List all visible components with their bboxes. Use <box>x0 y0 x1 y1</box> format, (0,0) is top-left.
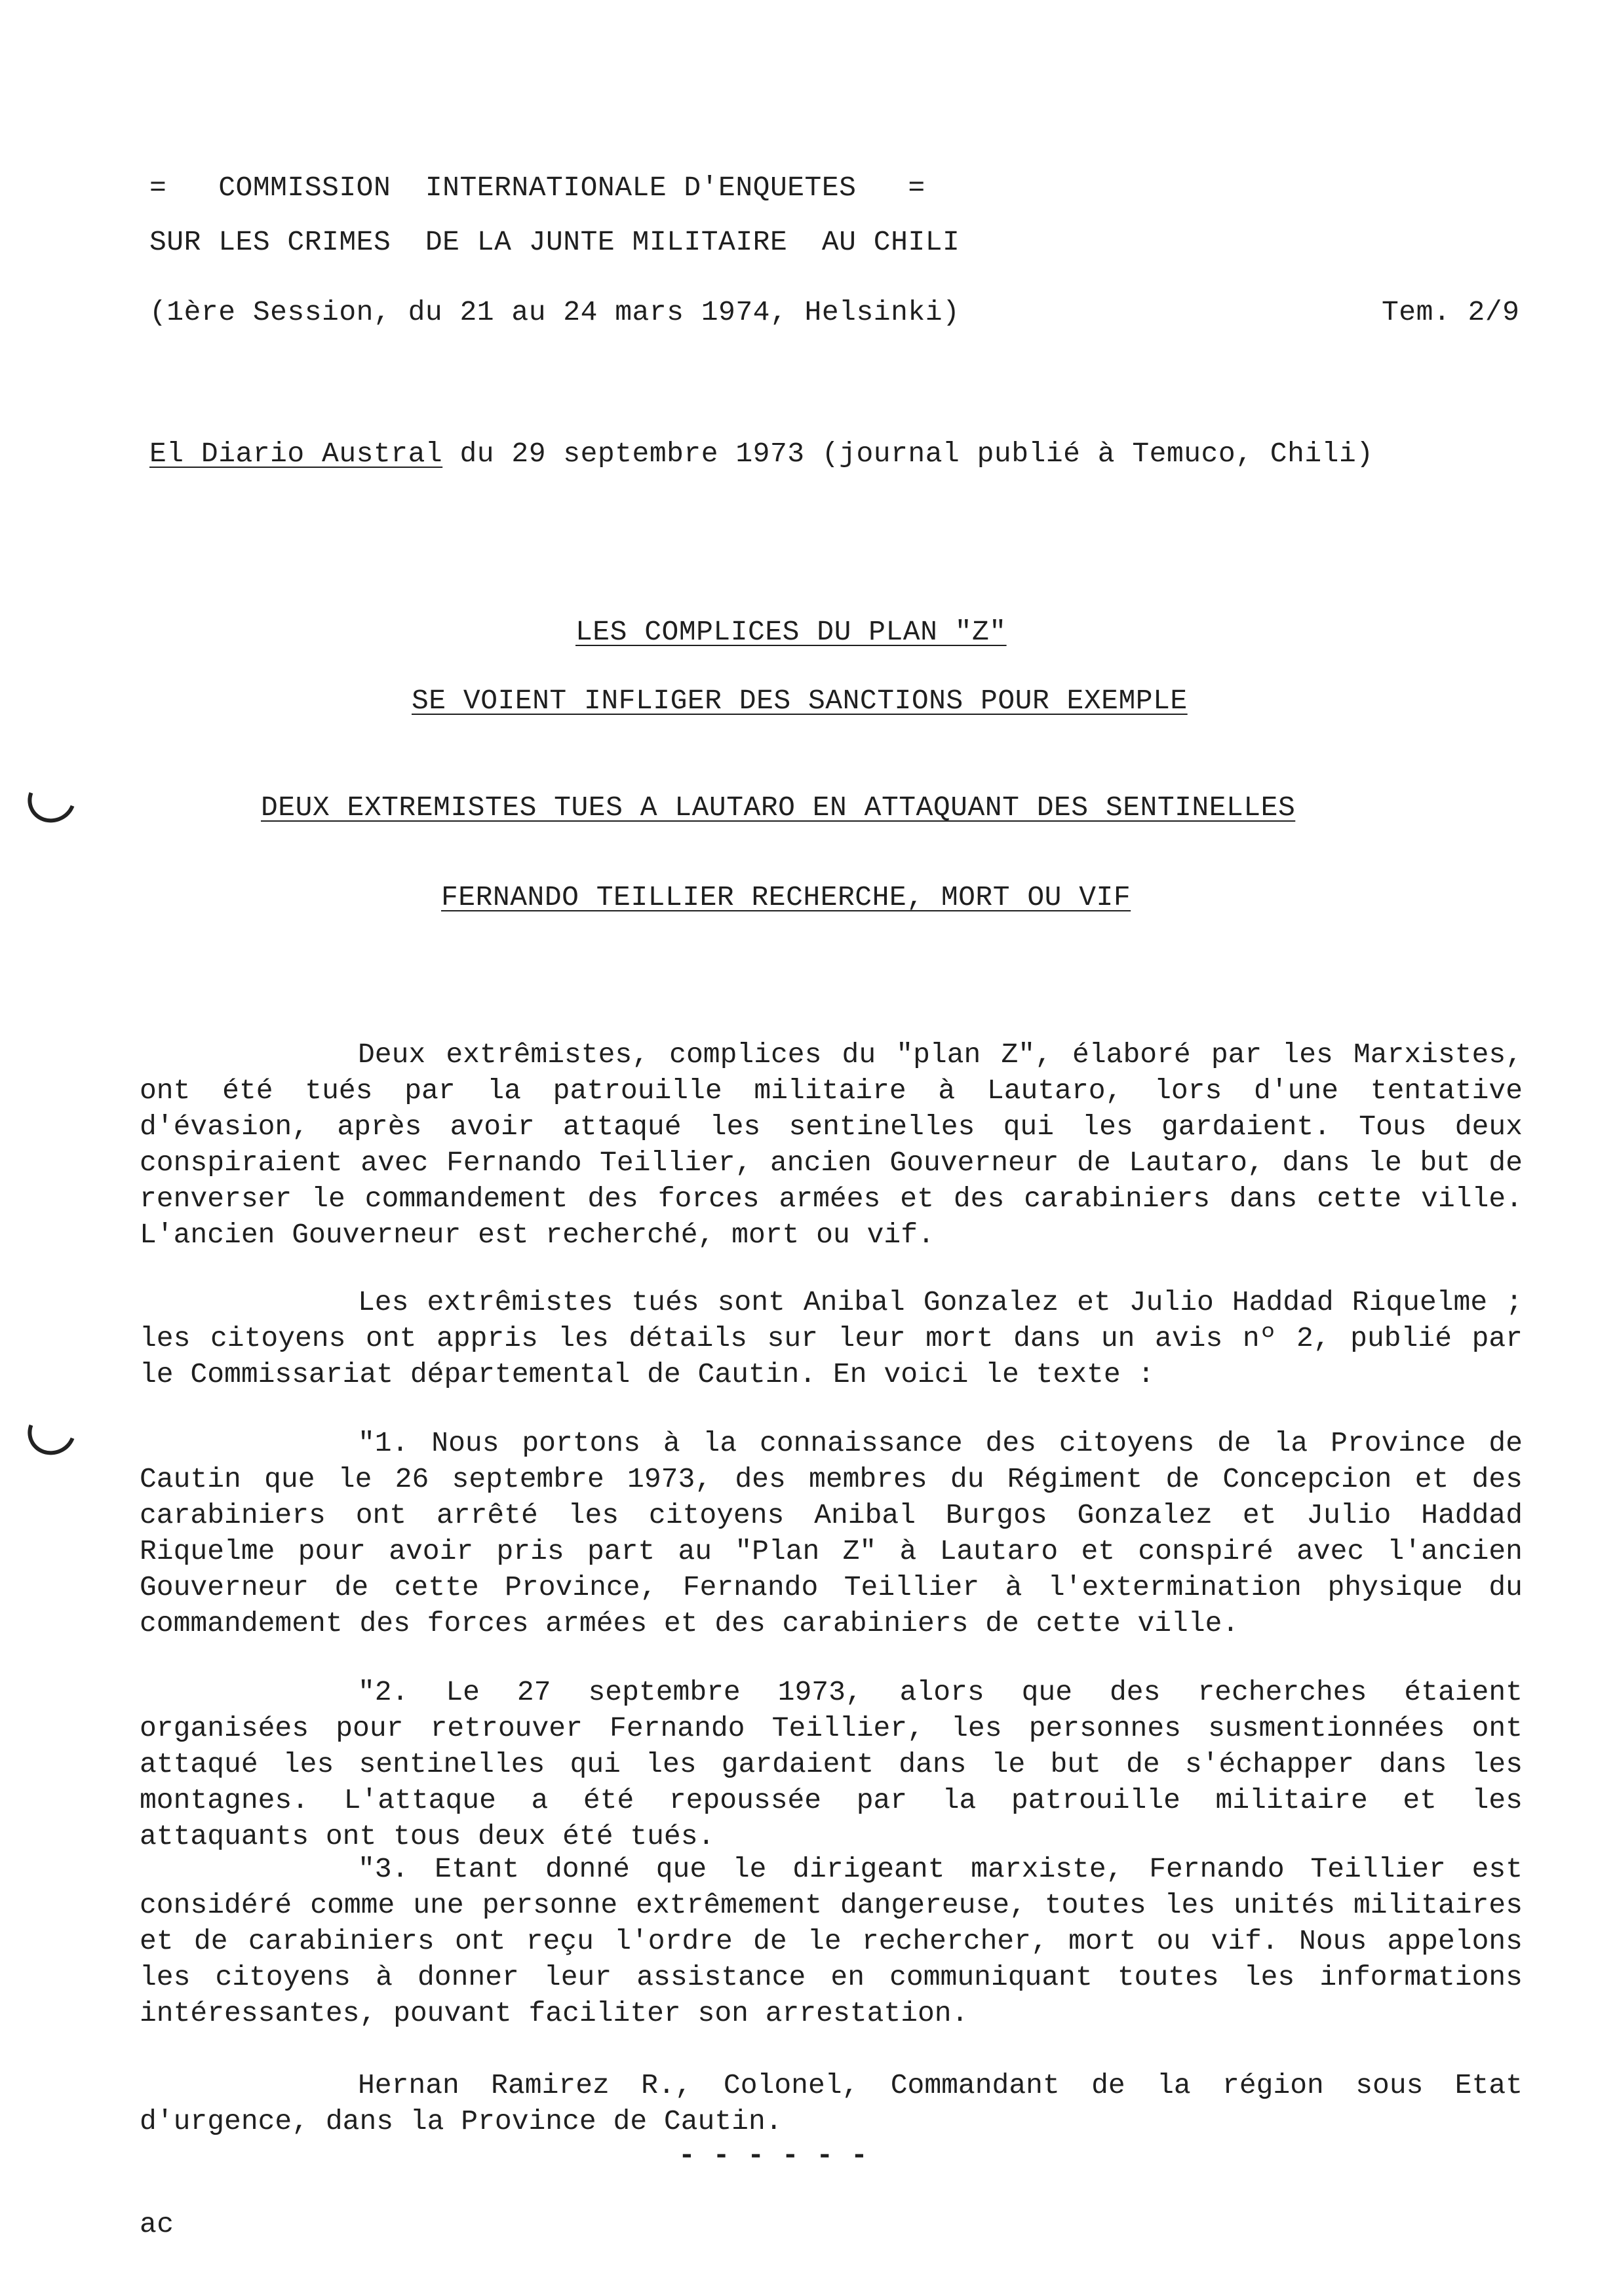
separator-dashes: - - - - - - <box>678 2139 868 2172</box>
headline-4: FERNANDO TEILLIER RECHERCHE, MORT OU VIF <box>441 881 1131 913</box>
header-line-1: = COMMISSION INTERNATIONALE D'ENQUETES = <box>149 172 925 204</box>
header-line-2: SUR LES CRIMES DE LA JUNTE MILITAIRE AU CHILI <box>149 226 960 258</box>
typist-initials: ac <box>140 2208 174 2240</box>
punch-hole-mark-lower <box>20 1401 84 1463</box>
paragraph-3: "1. Nous portons à la connaissance des citoyens de la Province de Cautin que le 26 septembre 1973, des membres du Régiment de Concepcion et des carabiniers ont arrêté les citoyens Anibal Burgos Gonzalez et Julio Haddad Riquelme pour avoir pris part au "Plan Z" à Lautaro et conspiré avec l'ancien Gouverneur de cette Province, Fernando Teillier à l'extermination physique du commandement des forces armées et des carabiniers de cette ville. <box>140 1427 1523 1639</box>
paragraph-1: Deux extrêmistes, complices du "plan Z", élaboré par les Marxistes, ont été tués par la patrouille militaire à Lautaro, lors d'une tentative d'évasion, après avoir attaqué les sentinelles qui les gardaient. Tous deux conspiraient avec Fernando Teillier, ancien Gouverneur de Lautaro, dans le but de renverser le commandement des forces armées et des carabiniers dans cette ville. L'ancien Gouverneur est recherché, mort ou vif. <box>140 1039 1523 1251</box>
source-details: du 29 septembre 1973 (journal publié à Temuco, Chili) <box>442 438 1374 470</box>
punch-hole-mark-upper <box>20 769 84 831</box>
headline-2: SE VOIENT INFLIGER DES SANCTIONS POUR EXEMPLE <box>412 685 1188 717</box>
source-citation <box>149 438 1374 470</box>
paragraph-2: Les extrêmistes tués sont Anibal Gonzalez et Julio Haddad Riquelme ; les citoyens ont appris les détails sur leur mort dans un avis nº 2, publié par le Commissariat départemental de Cautin. En voici le texte : <box>140 1286 1523 1390</box>
signature-paragraph: Hernan Ramirez R., Colonel, Commandant de la région sous Etat d'urgence, dans la Province de Cautin. <box>140 2069 1523 2137</box>
session-info: (1ère Session, du 21 au 24 mars 1974, Helsinki) <box>149 296 960 328</box>
headline-1: LES COMPLICES DU PLAN "Z" <box>575 616 1007 648</box>
paragraph-5: "3. Etant donné que le dirigeant marxiste, Fernando Teillier est considéré comme une personne extrêmement dangereuse, toutes les unités militaires et de carabiniers ont reçu l'ordre de le rechercher, mort ou vif. Nous appelons les citoyens à donner leur assistance en communiquant toutes les informations intéressantes, pouvant faciliter son arrestation. <box>140 1853 1523 2029</box>
headline-3: DEUX EXTREMISTES TUES A LAUTARO EN ATTAQUANT DES SENTINELLES <box>261 792 1296 824</box>
paragraph-4: "2. Le 27 septembre 1973, alors que des recherches étaient organisées pour retrouver Fernando Teillier, les personnes susmentionnées ont attaqué les sentinelles qui les gardaient dans le but de s'échapper dans les montagnes. L'attaque a été repoussée par la patrouille militaire et les attaquants ont tous deux été tués. <box>140 1676 1523 1852</box>
newspaper-name: El Diario Austral <box>149 438 443 470</box>
document-reference: Tem. 2/9 <box>1382 296 1520 328</box>
